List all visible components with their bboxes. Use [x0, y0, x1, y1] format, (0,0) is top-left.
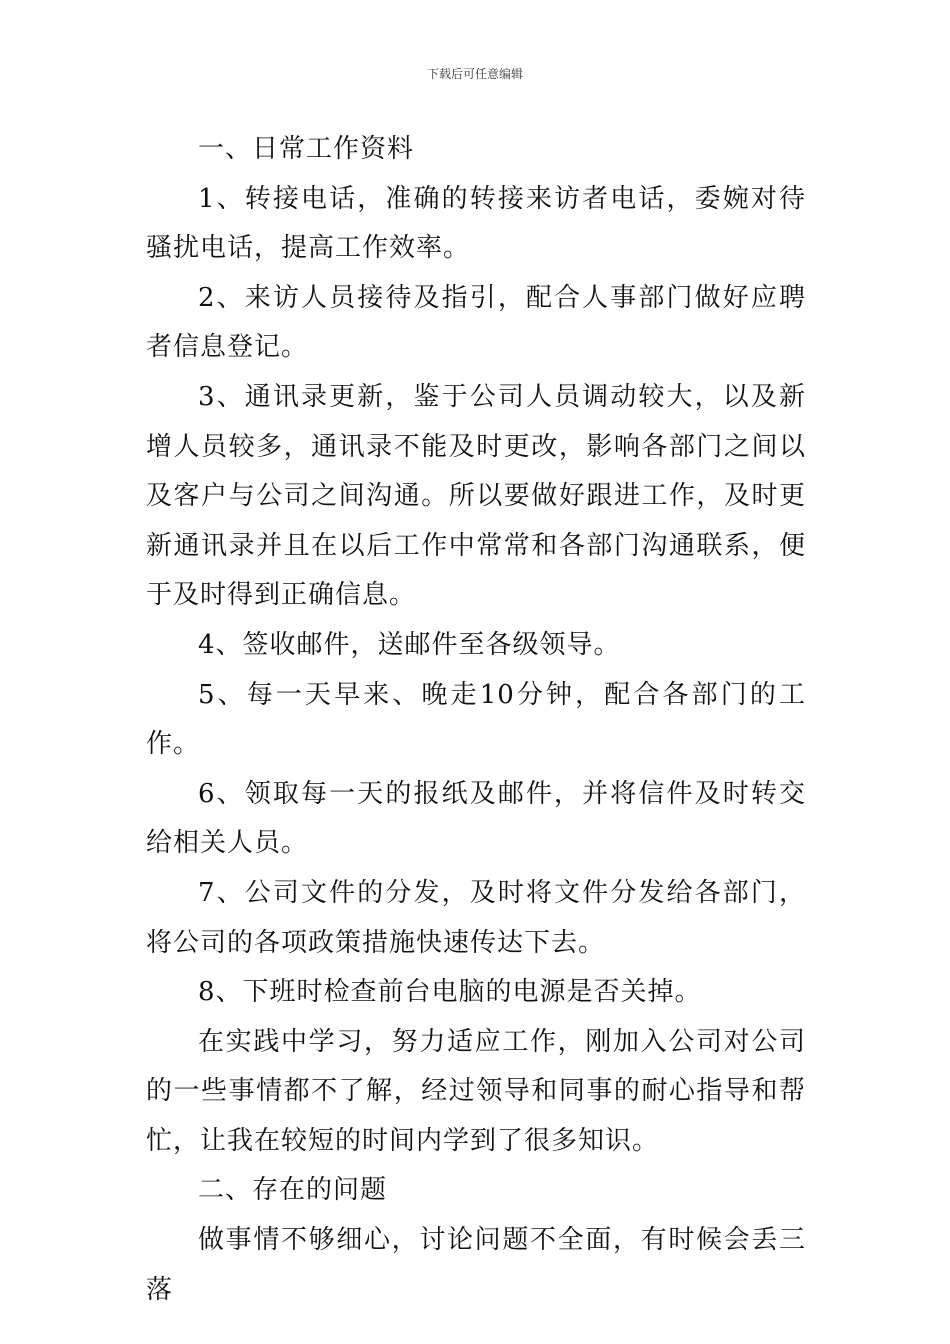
paragraph-item-7: 7、公司文件的分发，及时将文件分发给各部门，将公司的各项政策措施快速传达下去。 — [146, 877, 806, 958]
paragraph-problems: 做事情不够细心，讨论问题不全面，有时候会丢三落 — [146, 1225, 806, 1305]
paragraph-learning: 在实践中学习，努力适应工作，刚加入公司对公司的一些事情都不了解，经过领导和同事的耐心指导和帮忙，让我在较短的时间内学到了很多知识。 — [146, 1026, 806, 1156]
paragraph-item-8: 8、下班时检查前台电脑的电源是否关掉。 — [198, 977, 702, 1008]
paragraph-item-4: 4、签收邮件，送邮件至各级领导。 — [198, 629, 621, 660]
paragraph-item-1: 1、转接电话，准确的转接来访者电话，委婉对待骚扰电话，提高工作效率。 — [146, 183, 806, 264]
paragraph-item-3: 3、通讯录更新，鉴于公司人员调动较大，以及新增人员较多，通讯录不能及时更改，影响各部门之间以及客户与公司之间沟通。所以要做好跟进工作，及时更新通讯录并且在以后工作中常常和各部门沟通联系，便于及时得到正确信息。 — [146, 381, 806, 611]
paragraph-item-2: 2、来访人员接待及指引，配合人事部门做好应聘者信息登记。 — [146, 282, 806, 363]
document-body — [146, 125, 806, 1315]
paragraph-item-5: 5、每一天早来、晚走10分钟，配合各部门的工作。 — [146, 679, 806, 760]
section-heading-daily-work: 一、日常工作资料 — [198, 134, 415, 164]
section-heading-problems: 二、存在的问题 — [198, 1175, 388, 1206]
paragraph-item-6: 6、领取每一天的报纸及邮件，并将信件及时转交给相关人员。 — [146, 778, 806, 859]
header-note: 下载后可任意编辑 — [426, 67, 523, 81]
